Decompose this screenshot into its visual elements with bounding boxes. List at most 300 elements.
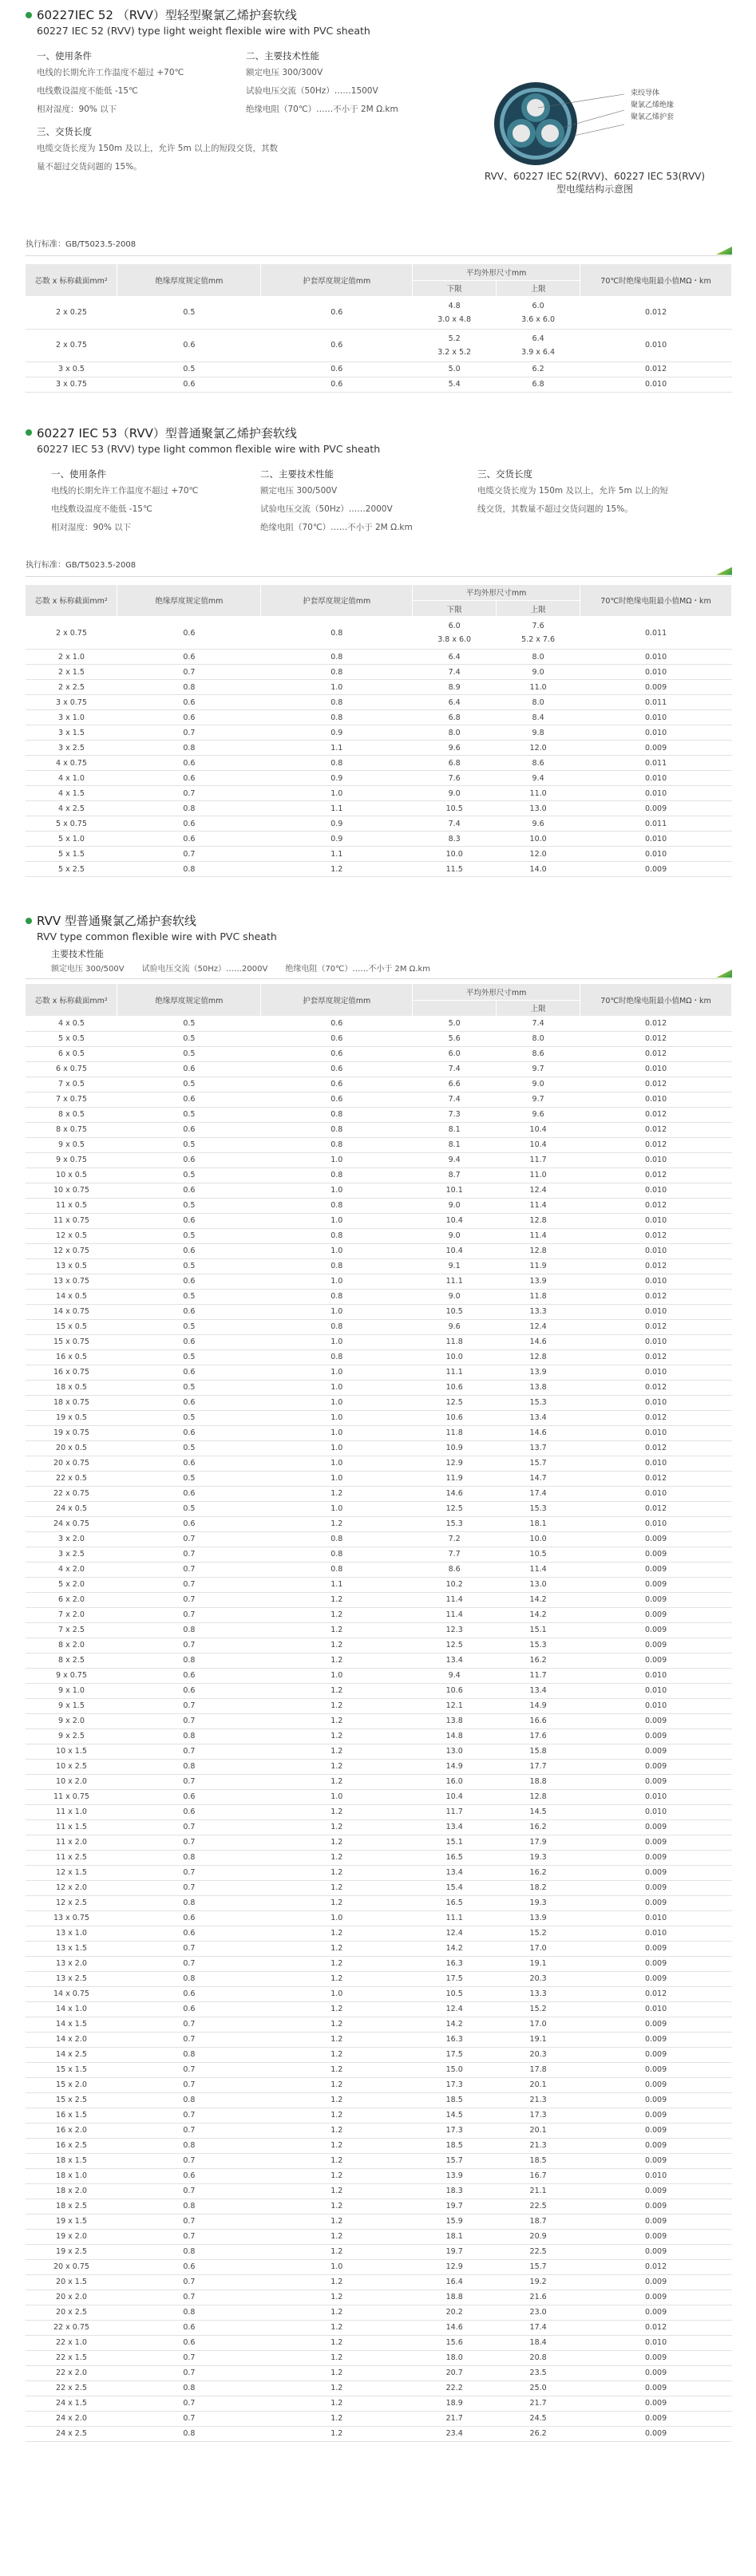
- table-cell: 13.8: [497, 1380, 580, 1395]
- table-cell: 0.009: [580, 1547, 732, 1562]
- table-row: [26, 1365, 732, 1380]
- table-cell: 23.0: [497, 2305, 580, 2320]
- table-cell: 5 x 2.5: [26, 862, 117, 877]
- table-cell: 0.7: [117, 1547, 261, 1562]
- table-cell: 8.6: [413, 1562, 497, 1577]
- table-cell: 11.9: [413, 1471, 497, 1486]
- table-cell: 10.5: [497, 1547, 580, 1562]
- table-cell: 3 x 1.0: [26, 710, 117, 725]
- table-cell: 16.2: [497, 1819, 580, 1835]
- table-cell: 20.9: [497, 2229, 580, 2244]
- table-row: [26, 1440, 732, 1456]
- table-cell: 18 x 1.5: [26, 2153, 117, 2168]
- table-row: [26, 2062, 732, 2077]
- cell-value: 8.0: [532, 652, 544, 662]
- table-row: [26, 1759, 732, 1774]
- table-cell: [413, 847, 497, 862]
- table-cell: 18 x 2.5: [26, 2199, 117, 2214]
- table-cell: 0.5: [117, 1471, 261, 1486]
- table-cell: 10.4: [413, 1213, 497, 1228]
- table-cell: 2 x 0.25: [26, 296, 117, 329]
- s2-title-text: 60227 IEC 53（RVV）型普通聚氯乙烯护套软线: [37, 425, 297, 441]
- table-cell: 1.2: [261, 1653, 413, 1668]
- col-head: 下限: [413, 280, 497, 296]
- legend-item: 束绞导体: [631, 89, 660, 97]
- table-cell: 19 x 2.5: [26, 2244, 117, 2259]
- s1-use-line: 相对湿度：90% 以下: [37, 105, 117, 114]
- table-cell: 12 x 1.5: [26, 1865, 117, 1880]
- cell-value: 7.6: [532, 622, 544, 630]
- table-cell: 0.6: [117, 1334, 261, 1349]
- table-cell: 10.5: [413, 1304, 497, 1319]
- table-cell: 1.2: [261, 2290, 413, 2305]
- table-cell: 5.0: [413, 1016, 497, 1031]
- table-cell: 13.0: [413, 1744, 497, 1759]
- table-cell: 0.8: [261, 710, 413, 725]
- table-cell: 1.0: [261, 1365, 413, 1380]
- table-cell: 1.2: [261, 2092, 413, 2108]
- table-cell: 12.8: [497, 1349, 580, 1365]
- table-cell: 9.4: [413, 1152, 497, 1167]
- bullet-icon: [26, 429, 32, 436]
- table-cell: 0.7: [117, 2274, 261, 2290]
- cell-value: 6.0: [532, 301, 544, 310]
- table-cell: 0.009: [580, 680, 732, 695]
- table-row: [26, 2199, 732, 2214]
- table-cell: 0.6: [117, 1365, 261, 1380]
- table-cell: 1.2: [261, 2396, 413, 2411]
- table-cell: 24 x 0.5: [26, 1501, 117, 1516]
- table-cell: 0.5: [117, 1198, 261, 1213]
- table-cell: 9 x 0.75: [26, 1152, 117, 1167]
- table-cell: 1.2: [261, 1607, 413, 1622]
- table-cell: 1.0: [261, 786, 413, 801]
- table-cell: 24 x 2.0: [26, 2411, 117, 2426]
- table-cell: 18.5: [413, 2138, 497, 2153]
- col-head: 上限: [497, 1000, 580, 1016]
- table-cell: 21.3: [497, 2092, 580, 2108]
- table-cell: 12.8: [497, 1789, 580, 1804]
- table-cell: 4 x 2.0: [26, 1562, 117, 1577]
- table-cell: 15.7: [497, 2259, 580, 2274]
- table-cell: 14 x 1.5: [26, 2017, 117, 2032]
- table-cell: 16.0: [413, 1774, 497, 1789]
- table-row: [26, 1471, 732, 1486]
- table-cell: [413, 832, 497, 847]
- table-cell: 22 x 0.5: [26, 1471, 117, 1486]
- table-cell: 18.0: [413, 2350, 497, 2365]
- table-cell: 0.7: [117, 2350, 261, 2365]
- cell-value: 7.6: [448, 773, 461, 783]
- cell-value: 12.0: [529, 743, 547, 753]
- table-row: [26, 2335, 732, 2350]
- table-cell: 0.010: [580, 2168, 732, 2183]
- table-row: [26, 847, 732, 862]
- table-row: [26, 1395, 732, 1410]
- table-row: [26, 816, 732, 832]
- table-cell: 0.012: [580, 1198, 732, 1213]
- table-cell: 0.011: [580, 816, 732, 832]
- table-cell: 16.5: [413, 1850, 497, 1865]
- table-cell: 18.3: [413, 2183, 497, 2199]
- table-cell: 5 x 2.0: [26, 1577, 117, 1592]
- table-cell: 9.6: [497, 1107, 580, 1122]
- table-cell: 11.7: [497, 1152, 580, 1167]
- table-cell: 0.6: [117, 1395, 261, 1410]
- table-cell: [413, 816, 497, 832]
- table-cell: 0.8: [117, 1971, 261, 1986]
- table-cell: 0.010: [580, 1243, 732, 1258]
- table-cell: 11 x 0.75: [26, 1213, 117, 1228]
- table-row: [26, 2229, 732, 2244]
- table-row: [26, 680, 732, 695]
- table-row: [26, 1910, 732, 1926]
- table-cell: 0.5: [117, 1016, 261, 1031]
- table-cell: 1.2: [261, 2229, 413, 2244]
- table-cell: 22 x 2.0: [26, 2365, 117, 2380]
- table-cell: 10.4: [497, 1137, 580, 1152]
- table-cell: 1.2: [261, 2017, 413, 2032]
- table-cell: 0.012: [580, 1471, 732, 1486]
- table-cell: 18.5: [497, 2153, 580, 2168]
- table-cell: 0.8: [117, 2380, 261, 2396]
- table-cell: 0.6: [117, 1926, 261, 1941]
- col-head: 芯数 x 标称截面mm²: [26, 585, 117, 617]
- cell-value: 4.8: [448, 301, 461, 310]
- table-cell: [497, 377, 580, 392]
- table-row: [26, 2001, 732, 2017]
- table-cell: 10.6: [413, 1410, 497, 1425]
- table-cell: 0.010: [580, 1365, 732, 1380]
- table-cell: 14.6: [413, 2320, 497, 2335]
- table-cell: 22.2: [413, 2380, 497, 2396]
- table-cell: [497, 847, 580, 862]
- table-cell: 0.6: [261, 329, 413, 362]
- table-row: [26, 1107, 732, 1122]
- table-cell: 0.6: [117, 2320, 261, 2335]
- table-cell: 0.8: [261, 1228, 413, 1243]
- table-cell: 22 x 1.5: [26, 2350, 117, 2365]
- table-cell: 20.3: [497, 1971, 580, 1986]
- cell-value: 9.6: [532, 819, 544, 828]
- table-cell: 0.7: [117, 725, 261, 741]
- table-cell: 10.1: [413, 1183, 497, 1198]
- table-cell: 0.6: [117, 1183, 261, 1198]
- table-cell: 17.7: [497, 1759, 580, 1774]
- table-cell: 11.7: [497, 1668, 580, 1683]
- cell-value: 5.0: [448, 365, 461, 373]
- table-cell: 0.8: [117, 2244, 261, 2259]
- table-cell: 0.009: [580, 1759, 732, 1774]
- cell-value: 7.4: [448, 667, 461, 677]
- table-cell: [497, 786, 580, 801]
- divider: [26, 251, 732, 256]
- table-cell: 0.012: [580, 1986, 732, 2001]
- table-cell: 0.009: [580, 1577, 732, 1592]
- table-cell: 1.2: [261, 2350, 413, 2365]
- table-cell: 0.8: [261, 617, 413, 650]
- table-cell: 0.6: [117, 2335, 261, 2350]
- table-cell: 18 x 0.75: [26, 1395, 117, 1410]
- table-cell: 0.8: [261, 1349, 413, 1365]
- table-row: [26, 1668, 732, 1683]
- table-cell: [497, 695, 580, 710]
- table-cell: 0.009: [580, 2411, 732, 2426]
- table-cell: 13.7: [497, 1440, 580, 1456]
- table-cell: 12.4: [413, 1926, 497, 1941]
- table-cell: 3 x 0.75: [26, 695, 117, 710]
- table-cell: [497, 741, 580, 756]
- col-head: [413, 1000, 497, 1016]
- table-cell: 13.4: [413, 1819, 497, 1835]
- table-cell: 1.2: [261, 1638, 413, 1653]
- table-cell: 0.9: [261, 832, 413, 847]
- table-cell: 11 x 2.5: [26, 1850, 117, 1865]
- table-cell: 13.3: [497, 1304, 580, 1319]
- table-cell: 10.4: [413, 1243, 497, 1258]
- s1-title-text: 60227IEC 52 （RVV）型轻型聚氯乙烯护套软线: [37, 8, 297, 22]
- table-cell: 5.6: [413, 1031, 497, 1046]
- table-cell: 2 x 1.0: [26, 650, 117, 665]
- table-cell: 3 x 0.75: [26, 377, 117, 392]
- s3-tech-lines: [0, 962, 756, 974]
- table-row: [26, 1456, 732, 1471]
- table-cell: 13.9: [413, 2168, 497, 2183]
- table-cell: 15.3: [413, 1516, 497, 1531]
- table-cell: 14 x 0.5: [26, 1289, 117, 1304]
- table-cell: 9 x 0.75: [26, 1668, 117, 1683]
- s3-title: [0, 912, 756, 929]
- table-cell: 0.009: [580, 2183, 732, 2199]
- table-cell: 20 x 2.5: [26, 2305, 117, 2320]
- table-cell: 0.7: [117, 1607, 261, 1622]
- table-cell: 15.2: [497, 2001, 580, 2017]
- table-cell: 9.4: [413, 1668, 497, 1683]
- table-cell: 24 x 0.75: [26, 1516, 117, 1531]
- table-cell: 0.6: [117, 1986, 261, 2001]
- table-row: [26, 1577, 732, 1592]
- table-cell: 16.4: [413, 2274, 497, 2290]
- table-cell: 20.1: [497, 2077, 580, 2092]
- table-cell: 1.2: [261, 2062, 413, 2077]
- table-cell: 1.0: [261, 1456, 413, 1471]
- table-cell: 0.7: [117, 1865, 261, 1880]
- table-cell: 0.009: [580, 2123, 732, 2138]
- table-cell: 17.0: [497, 1941, 580, 1956]
- table-cell: 0.8: [117, 862, 261, 877]
- s1-subtitle: 60227 IEC 52 (RVV) type light weight flexible wire with PVC sheath: [37, 25, 370, 37]
- table-row: [26, 1061, 732, 1077]
- table-cell: 0.7: [117, 2183, 261, 2199]
- table-cell: [497, 756, 580, 771]
- table-cell: 0.009: [580, 801, 732, 816]
- col-head: 绝缘厚度规定值mm: [117, 585, 261, 617]
- table-cell: 0.009: [580, 741, 732, 756]
- table-cell: 0.6: [261, 1031, 413, 1046]
- cell-value: 7.4: [448, 819, 461, 828]
- table-cell: 1.2: [261, 1880, 413, 1895]
- table-cell: 1.0: [261, 680, 413, 695]
- cable-legend: [631, 88, 674, 124]
- table-cell: 0.7: [117, 2153, 261, 2168]
- table-cell: 9 x 0.5: [26, 1137, 117, 1152]
- s3-table-body: [26, 1016, 732, 2441]
- table-cell: 1.0: [261, 1183, 413, 1198]
- table-cell: 0.012: [580, 1167, 732, 1183]
- table-row: [26, 771, 732, 786]
- table-cell: 0.5: [117, 1031, 261, 1046]
- table-cell: 0.009: [580, 1774, 732, 1789]
- table-cell: 17.3: [497, 2108, 580, 2123]
- table-row: [26, 2153, 732, 2168]
- table-cell: 7 x 2.0: [26, 1607, 117, 1622]
- cell-value: 8.3: [448, 834, 461, 844]
- table-cell: 0.7: [117, 2365, 261, 2380]
- table-cell: 1.2: [261, 2153, 413, 2168]
- table-cell: 10.0: [497, 1531, 580, 1547]
- table-cell: 1.2: [261, 2274, 413, 2290]
- col-head: 绝缘厚度规定值mm: [117, 264, 261, 296]
- cell-value: 6.2: [532, 365, 544, 373]
- table-cell: 12.5: [413, 1638, 497, 1653]
- table-cell: 0.009: [580, 1607, 732, 1622]
- table-cell: 19.1: [497, 2032, 580, 2047]
- table-cell: 1.2: [261, 1774, 413, 1789]
- table-cell: [497, 801, 580, 816]
- table-row: [26, 1729, 732, 1744]
- table-cell: 13.3: [497, 1986, 580, 2001]
- table-row: [26, 1683, 732, 1698]
- table-cell: 0.009: [580, 2365, 732, 2380]
- table-cell: 16.2: [497, 1865, 580, 1880]
- table-cell: 9.7: [497, 1061, 580, 1077]
- table-cell: 9.0: [413, 1198, 497, 1213]
- table-cell: 15 x 2.0: [26, 2077, 117, 2092]
- table-row: [26, 725, 732, 741]
- table-cell: 14.2: [413, 1941, 497, 1956]
- table-cell: 0.009: [580, 2017, 732, 2032]
- table-cell: [413, 665, 497, 680]
- table-cell: 0.009: [580, 862, 732, 877]
- table-cell: [497, 617, 580, 650]
- table-cell: 0.8: [261, 1258, 413, 1274]
- table-cell: 0.8: [261, 1319, 413, 1334]
- table-cell: 16.2: [497, 1653, 580, 1668]
- table-row: [26, 1380, 732, 1395]
- cell-value: 9.8: [532, 728, 544, 737]
- table-cell: 13 x 0.75: [26, 1274, 117, 1289]
- table-cell: 24.5: [497, 2411, 580, 2426]
- table-cell: 20.8: [497, 2350, 580, 2365]
- table-cell: 1.2: [261, 862, 413, 877]
- table-cell: 0.010: [580, 1334, 732, 1349]
- table-row: [26, 1592, 732, 1607]
- table-cell: 8.1: [413, 1122, 497, 1137]
- table-cell: 18.2: [497, 1880, 580, 1895]
- table-cell: 4 x 2.5: [26, 801, 117, 816]
- table-cell: 20 x 1.5: [26, 2274, 117, 2290]
- table-cell: 14.9: [413, 1759, 497, 1774]
- table-cell: 1.0: [261, 1910, 413, 1926]
- table-cell: 0.7: [117, 2396, 261, 2411]
- table-cell: 4 x 0.5: [26, 1016, 117, 1031]
- table-cell: 0.010: [580, 1683, 732, 1698]
- table-cell: 15.0: [413, 2062, 497, 2077]
- table-cell: 4 x 0.75: [26, 756, 117, 771]
- table-cell: 22 x 0.75: [26, 2320, 117, 2335]
- table-cell: 12 x 0.5: [26, 1228, 117, 1243]
- cell-value: 3.2 x 5.2: [437, 347, 472, 357]
- table-cell: 0.012: [580, 1410, 732, 1425]
- table-row: [26, 650, 732, 665]
- s2-use-line: 电线敷设温度不能低 -15℃: [51, 504, 152, 514]
- table-cell: 8.7: [413, 1167, 497, 1183]
- cell-value: 10.5: [445, 804, 463, 813]
- table-cell: 0.7: [117, 2062, 261, 2077]
- table-cell: 15.8: [497, 1744, 580, 1759]
- cell-value: 8.0: [448, 728, 461, 737]
- table-cell: 0.010: [580, 786, 732, 801]
- table-row: [26, 1501, 732, 1516]
- table-cell: 15.6: [413, 2335, 497, 2350]
- table-cell: 1.1: [261, 1577, 413, 1592]
- table-cell: 0.7: [117, 1638, 261, 1653]
- col-head: 70℃时绝缘电阻最小值MΩ・km: [580, 984, 732, 1016]
- table-cell: 22 x 2.5: [26, 2380, 117, 2396]
- table-cell: 11.8: [497, 1289, 580, 1304]
- s2-title: [0, 425, 756, 441]
- table-cell: 0.009: [580, 2077, 732, 2092]
- table-cell: 17.8: [497, 2062, 580, 2077]
- table-row: [26, 2305, 732, 2320]
- table-cell: 0.8: [117, 2426, 261, 2441]
- table-cell: 12.1: [413, 1698, 497, 1713]
- table-cell: 0.6: [261, 296, 413, 329]
- table-cell: 10 x 0.75: [26, 1183, 117, 1198]
- table-cell: 0.7: [117, 847, 261, 862]
- table-cell: 0.010: [580, 1425, 732, 1440]
- table-cell: [413, 756, 497, 771]
- table-row: [26, 1334, 732, 1349]
- table-cell: 0.6: [117, 695, 261, 710]
- table-cell: 0.8: [261, 1289, 413, 1304]
- table-cell: 0.8: [261, 650, 413, 665]
- table-cell: 20.7: [413, 2365, 497, 2380]
- cell-value: 8.9: [448, 682, 461, 692]
- table-row: [26, 1274, 732, 1289]
- table-cell: 0.6: [261, 1046, 413, 1061]
- table-cell: 17.3: [413, 2123, 497, 2138]
- table-cell: [497, 725, 580, 741]
- table-cell: 1.2: [261, 1971, 413, 1986]
- table-row: [26, 296, 732, 329]
- table-cell: 0.9: [261, 725, 413, 741]
- table-row: [26, 2183, 732, 2199]
- table-cell: 0.7: [117, 1880, 261, 1895]
- table-row: [26, 1926, 732, 1941]
- s2-supply-head: 三、交货长度: [477, 468, 532, 480]
- table-cell: 20.2: [413, 2305, 497, 2320]
- table-row: [26, 1486, 732, 1501]
- table-cell: 0.5: [117, 1319, 261, 1334]
- table-cell: 14.2: [413, 2017, 497, 2032]
- table-cell: 0.8: [261, 1167, 413, 1183]
- table-cell: 0.010: [580, 665, 732, 680]
- table-cell: 0.6: [117, 329, 261, 362]
- table-cell: 0.010: [580, 1698, 732, 1713]
- s3-table: [26, 984, 732, 2442]
- table-cell: 0.009: [580, 2426, 732, 2441]
